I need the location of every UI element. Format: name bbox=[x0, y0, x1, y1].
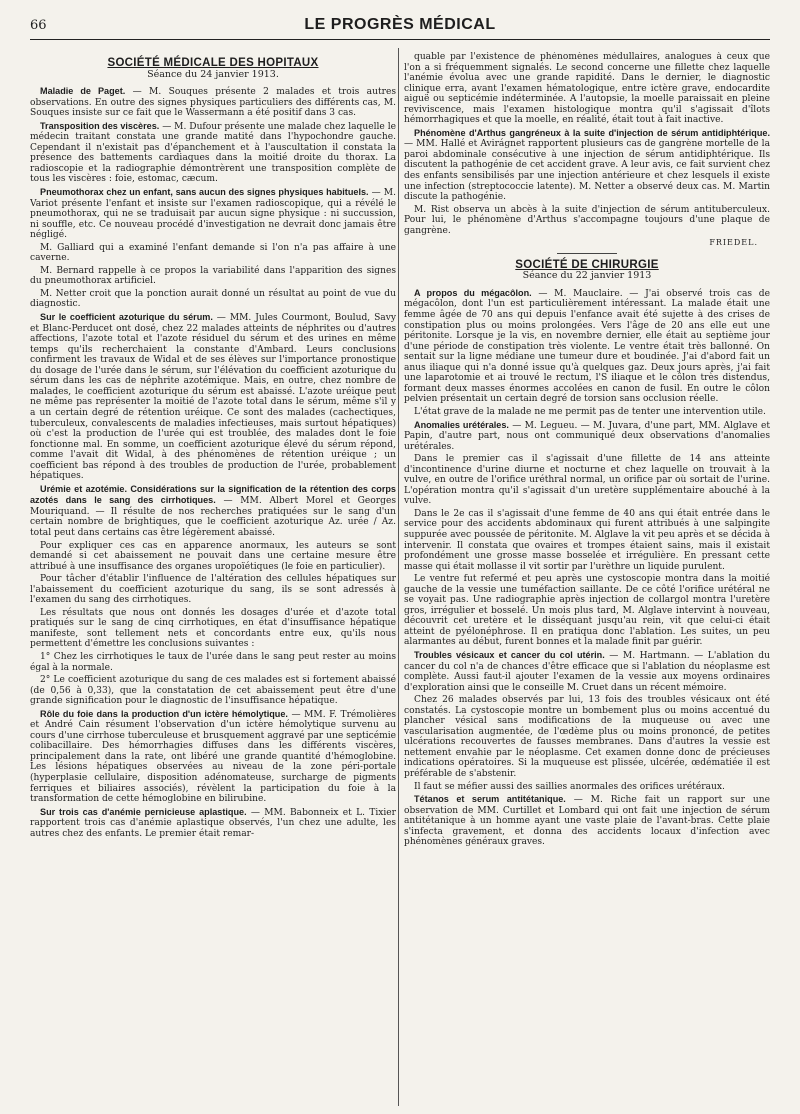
article-body: Pour tâcher d'établir l'influence de l'altération des cellules hépatiques sur l'abaissement du coefficient azoturique du sang, ils se sont adressés à l'examen du sang des cirrhotiques. bbox=[30, 574, 396, 606]
article-body: M. Netter croit que la ponction aurait donné un résultat au point de vue du diagnostic. bbox=[30, 288, 396, 310]
article-body: — MM. F. Trémolières et André Cain résument l'observation d'un ictère hémolytique survenu au cours d'une cirrhose tuberculeuse et brusquement aggravé par une septicémie colibacillaire. Des hémorrhagies diffuses dans les différents viscères, principalement dans la rate, ont libéré une grande quantité d'hémoglobine. Les lésions hépatiques observées au niveau de la zone péri-portale (hyperplasie cellulaire, disposition adénomateuse, surcharge de pigments ferriques et biliaires associés), révèlent la participation du foie à la transformation de cette hémoglobine en bilirubine. bbox=[30, 709, 396, 805]
signature: FRIEDEL. bbox=[709, 238, 758, 248]
article-paragraph bbox=[30, 541, 396, 573]
article-body: Pour expliquer ces cas en apparence anormaux, les auteurs se sont demandé si cet abaissement ne pouvait dans une certaine mesure être attribué à une insuffisance des organes uropoïétiques (le foie en particulier). bbox=[30, 540, 396, 572]
article-body: — MM. Babonneix et L. Tixier rapportent trois cas d'anémie aplastique observés, l'un chez une adulte, les autres chez des enfants. Le premier était remar- bbox=[30, 807, 396, 839]
article-body: Chez 26 malades observés par lui, 13 fois des troubles vésicaux ont été constatés. La cystoscopie montre un bombement plus ou moins accentué du plancher vésical sans modifications de la muqueuse ou avec une vascularisation augmentée, de l'œdème plus ou moins prononcé, de petites ulcérations recouvertes de fausses membranes. Dans d'autres la vessie est nettement envahie par le néoplasme. Cet examen donne donc de précieuses indications opératoires. Si la muqueuse est plissée, ulcérée, œdématiée il est préférable de s'abstenir. bbox=[404, 695, 770, 779]
article-body: M. Bernard rappelle à ce propos la variabilité dans l'apparition des signes du pneumothorax artificiel. bbox=[30, 265, 396, 287]
article-paragraph bbox=[404, 128, 770, 203]
article-body: — M. Souques présente 2 malades et trois autres observations. En outre des signes physiques particuliers des différents cas, M. Souques insiste sur ce fait que le Wassermann a été positif dans 3 cas. bbox=[30, 87, 396, 119]
article-paragraph bbox=[30, 807, 396, 840]
right-column bbox=[404, 52, 770, 1102]
article-body: — M. Hartmann. — L'ablation du cancer du col n'a de chances d'être efficace que si l'ablation du néoplasme est complète. Aussi faut-il ajouter l'examen de la vessie aux moyens ordinaires d'exploration ainsi que le conseille M. Cruet dans un récent mémoire. bbox=[404, 650, 770, 693]
article-title: Sur trois cas d'anémie pernicieuse aplastique. bbox=[40, 806, 247, 817]
article-title: Anomalies urétérales. bbox=[414, 419, 509, 430]
article-title: Pneumothorax chez un enfant, sans aucun des signes physiques habituels. bbox=[40, 187, 369, 198]
society-title: SOCIÉTÉ MÉDICALE DES HOPITAUX bbox=[107, 57, 319, 69]
article-list bbox=[30, 86, 396, 839]
society-title: SOCIÉTÉ DE CHIRURGIE bbox=[515, 258, 659, 271]
article-paragraph bbox=[404, 420, 770, 453]
article-paragraph bbox=[404, 650, 770, 693]
article-paragraph bbox=[404, 509, 770, 572]
article-body: Dans le premier cas il s'agissait d'une fillette de 14 ans atteinte d'incontinence d'urine diurne et nocturne et chez laquelle on trouvait à la vulve, en outre de l'orifice uréthral normal, un orifice par où sortait de l'urine. L'opération montra qu'il s'agissait d'un uretère supplémentaire abouché à la vulve. bbox=[404, 454, 770, 507]
article-list bbox=[404, 288, 770, 848]
article-title: Phénomène d'Arthus gangréneux à la suite d'injection de sérum antidiphtérique. bbox=[414, 127, 770, 138]
article-body: 2° Le coefficient azoturique du sang de ces malades est si fortement abaissé (de 0,56 à 0,33), que la constatation de cet abaissement peut être d'une grande signification pour le diagnostic de l'insuffisance hépatique. bbox=[30, 675, 396, 707]
page-number: 66 bbox=[30, 18, 47, 33]
article-paragraph bbox=[404, 454, 770, 507]
article-body: — MM. Hallé et Avirágnet rapportent plusieurs cas de gangrène mortelle de la paroi abdominale consécutive à une injection de sérum antidiphtérique. Ils discutent la pathogénie de cet accident grave. A leur avis, ce fait survient chez des enfants sensibilisés par une injection antérieure et chez lesquels il existe une infection (streptococcie latente). M. Netter a observé deux cas. M. Martin discute la pathogénie. bbox=[404, 139, 770, 203]
article-title: Maladie de Paget. bbox=[40, 86, 126, 97]
article-title: Sur le coefficient azoturique du sérum. bbox=[40, 312, 213, 323]
article-paragraph bbox=[404, 407, 770, 418]
article-body: Le ventre fut refermé et peu après une cystoscopie montra dans la moitié gauche de la vessie une tuméfaction saillante. De ce côté l'orifice urétéral ne se voyait pas. Une radiographie après injection de collargol montra l'uretère gros, irrégulier et bosselé. Un mois plus tard, M. Alglave intervint à nouveau, découvrit cet uretère et le disséquant jusqu'au rein, vit que celui-ci était atteint de pyélonéphrose. Il en pratiqua donc l'ablation. Les suites, un peu alarmantes au début, furent bonnes et la malade finit par guérir. bbox=[404, 574, 770, 648]
article-body: 1° Chez les cirrhotiques le taux de l'urée dans le sang peut rester au moins égal à la normale. bbox=[30, 651, 396, 673]
article-paragraph bbox=[30, 484, 396, 539]
article-body: L'état grave de la malade ne me permit pas de tenter une intervention utile. bbox=[414, 406, 766, 417]
article-title: Troubles vésicaux et cancer du col utérin. bbox=[414, 649, 605, 660]
article-paragraph bbox=[404, 695, 770, 779]
column-divider bbox=[398, 48, 399, 1106]
left-column bbox=[30, 52, 396, 1102]
article-title: Rôle du foie dans la production d'un ictère hémolytique. bbox=[40, 708, 288, 719]
separator-rule bbox=[557, 253, 617, 254]
article-title: Transposition des viscères. bbox=[40, 120, 160, 131]
article-paragraph bbox=[30, 187, 396, 241]
article-paragraph bbox=[30, 243, 396, 264]
article-paragraph bbox=[30, 652, 396, 673]
page-header bbox=[30, 15, 770, 40]
session-date: Séance du 24 janvier 1913. bbox=[147, 68, 279, 80]
article-paragraph bbox=[30, 86, 396, 119]
continuation-paragraph: quable par l'existence de phénomènes médullaires, analogues à ceux que l'on a si fréquemment signalés. Le second concerne une fillette chez laquelle l'anémie évolua avec une grande rapidité. Dans le dernier, le diagnostic clinique erra, avant l'examen hématologique, entre ictère grave, endocardite aiguë ou septicémie indéterminée. A l'autopsie, la moelle paraissait en pleine reviviscence, mais l'examen histologique montra qu'il s'agissait d'îlots hémorrhagiques et que la moelle, en réalité, était tout à fait inactive. bbox=[404, 52, 770, 126]
article-paragraph bbox=[30, 709, 396, 805]
article-paragraph bbox=[404, 782, 770, 793]
article-body: — M. Riche fait un rapport sur une observation de MM. Curtillet et Lombard qui ont fait une injection de sérum antitétanique à un homme ayant une vaste plaie de l'avant-bras. Cette plaie s'infecta gravement, et donna des accidents locaux d'infection avec phénomènes généraux graves. bbox=[404, 795, 770, 848]
article-paragraph bbox=[30, 574, 396, 606]
article-body: — MM. Jules Courmont, Boulud, Savy et Blanc-Perducet ont dosé, chez 22 malades atteints de néphrites ou d'autres affections, l'azote total et l'azote résiduel du sérum et des urines en même temps qu'ils recherchaient la constante d'Ambard. Leurs conclusions confirment les travaux de Widal et de ses élèves sur l'importance pronostique du dosage de l'urée dans le sérum, sur l'élévation du coefficient azoturique du sérum dans les cas de néphrite azotémique. Mais, en outre, chez nombre de malades, le coefficient azoturique du sérum est abaissé. L'azote uréique peut ne même pas représenter la moitié de l'azote total dans le sérum, même s'il y a un certain degré de rétention uréique. Ce sont des malades (cachectiques, tuberculeux, convalescents de maladies infectieuses, mais surtout hépatiques) où c'est la production de l'urée qui est troublée, des malades dont le foie fonctionne mal. En somme, un coefficient azoturique élevé du sérum répond, comme l'avait dit Widal, à des phénomènes de rétention uréique ; un coefficient bas répond à des troubles de production de l'urée, probablement hépatiques. bbox=[30, 313, 396, 482]
journal-title: LE PROGRÈS MÉDICAL bbox=[304, 16, 496, 33]
article-paragraph bbox=[30, 121, 396, 185]
article-body: — M. Dufour présente une malade chez laquelle le médecin traitant constata une grande matité dans l'hypochondre gauche. Cependant il n'existait pas d'épanchement et à l'auscultation il constata la présence des battements cardiaques dans la moitié droite du thorax. La radioscopie et la radiographie démontrèrent une transposition complète de tous les viscères : foie, estomac, cæcum. bbox=[30, 121, 396, 185]
article-paragraph bbox=[30, 312, 396, 482]
article-body: M. Galliard qui a examiné l'enfant demande si l'on n'a pas affaire à une caverne. bbox=[30, 242, 396, 264]
article-body: — M. Variot présente l'enfant et insiste sur l'examen radioscopique, qui a révélé le pneumothorax, qui ne se traduisait par aucun signe physique : ni succussion, ni souffle, etc. Ce nouveau procédé d'investigation ne devrait donc jamais être négligé. bbox=[30, 188, 396, 241]
article-paragraph: M. Rist observa un abcès à la suite d'injection de sérum antituberculeux. Pour lui, le phénomène d'Arthus s'accompagne toujours d'une plaque de gangrène. bbox=[404, 204, 770, 236]
article-paragraph bbox=[30, 608, 396, 650]
article-title: Urémie et azotémie. Considérations sur la signification de la rétention des corps azotés dans le sang des cirrhotiques. bbox=[30, 483, 396, 506]
article-paragraph bbox=[404, 574, 770, 648]
article-paragraph bbox=[404, 794, 770, 848]
session-date: Séance du 22 janvier 1913 bbox=[522, 270, 652, 282]
article-body: Dans le 2e cas il s'agissait d'une femme de 40 ans qui était entrée dans le service pour des accidents abdominaux qui furent attribués à une salpingite suppurée avec poussée de péritonite. M. Alglave la vit peu après et se décida à intervenir. Il constata que ovaires et trompes étaient sains, mais il existait profondément une grosse masse bosselée et irrégulière. En pressant cette masse qui était mollasse il vit sortir par l'urèthre un liquide purulent. bbox=[404, 508, 770, 572]
article-paragraph bbox=[404, 288, 770, 405]
article-paragraph bbox=[30, 675, 396, 707]
article-body: — M. Legueu. — M. Juvara, d'une part, MM. Alglave et Papin, d'autre part, nous ont communiqué deux observations d'anomalies urétérales. bbox=[404, 420, 770, 452]
article-paragraph bbox=[30, 266, 396, 287]
article-body: — MM. Albert Morel et Georges Mouriquand. — Il résulte de nos recherches pratiquées sur le sang d'un certain nombre de brightiques, que le coefficient azoturique Az. urée / Az. total peut dans certains cas être légèrement abaissé. bbox=[30, 496, 396, 538]
article-body: Il faut se méfier aussi des saillies anormales des orifices urétéraux. bbox=[414, 781, 725, 792]
article-body: Les résultats que nous ont donnés les dosages d'urée et d'azote total pratiqués sur le sang de cinq cirrhotiques, en état d'insuffisance hépatique manifeste, sont tellement nets et concordants entre eux, qu'ils nous permettent d'émettre les conclusions suivantes : bbox=[30, 607, 396, 650]
article-body: — M. Mauclaire. — J'ai observé trois cas de mégacôlon, dont l'un est particulièrement intéressant. La malade était une femme âgée de 70 ans qui depuis l'enfance avait été sujette à des crises de constipation plus ou moins prolongées. Vers l'âge de 20 ans elle eut une péritonite. Lorsque je la vis, en novembre dernier, elle était au septième jour d'une période de constipation très violente. Le ventre était très ballonné. On sentait sur la ligne médiane une tumeur dure et boudinée. J'ai d'abord fait un anus iliaque qui n'a donné issue qu'à quelques gaz. Deux jours après, j'ai fait une laparotomie et ai trouvé le rectum, l'S iliaque et le côlon très distendus, formant deux masses énormes accolées en canon de fusil. En outre le côlon pelvien présentait un certain degré de torsion sans occlusion réelle. bbox=[404, 288, 770, 405]
article-title: Tétanos et serum antitétanique. bbox=[414, 794, 566, 805]
article-paragraph bbox=[30, 289, 396, 310]
article-title: A propos du mégacôlon. bbox=[414, 287, 532, 298]
